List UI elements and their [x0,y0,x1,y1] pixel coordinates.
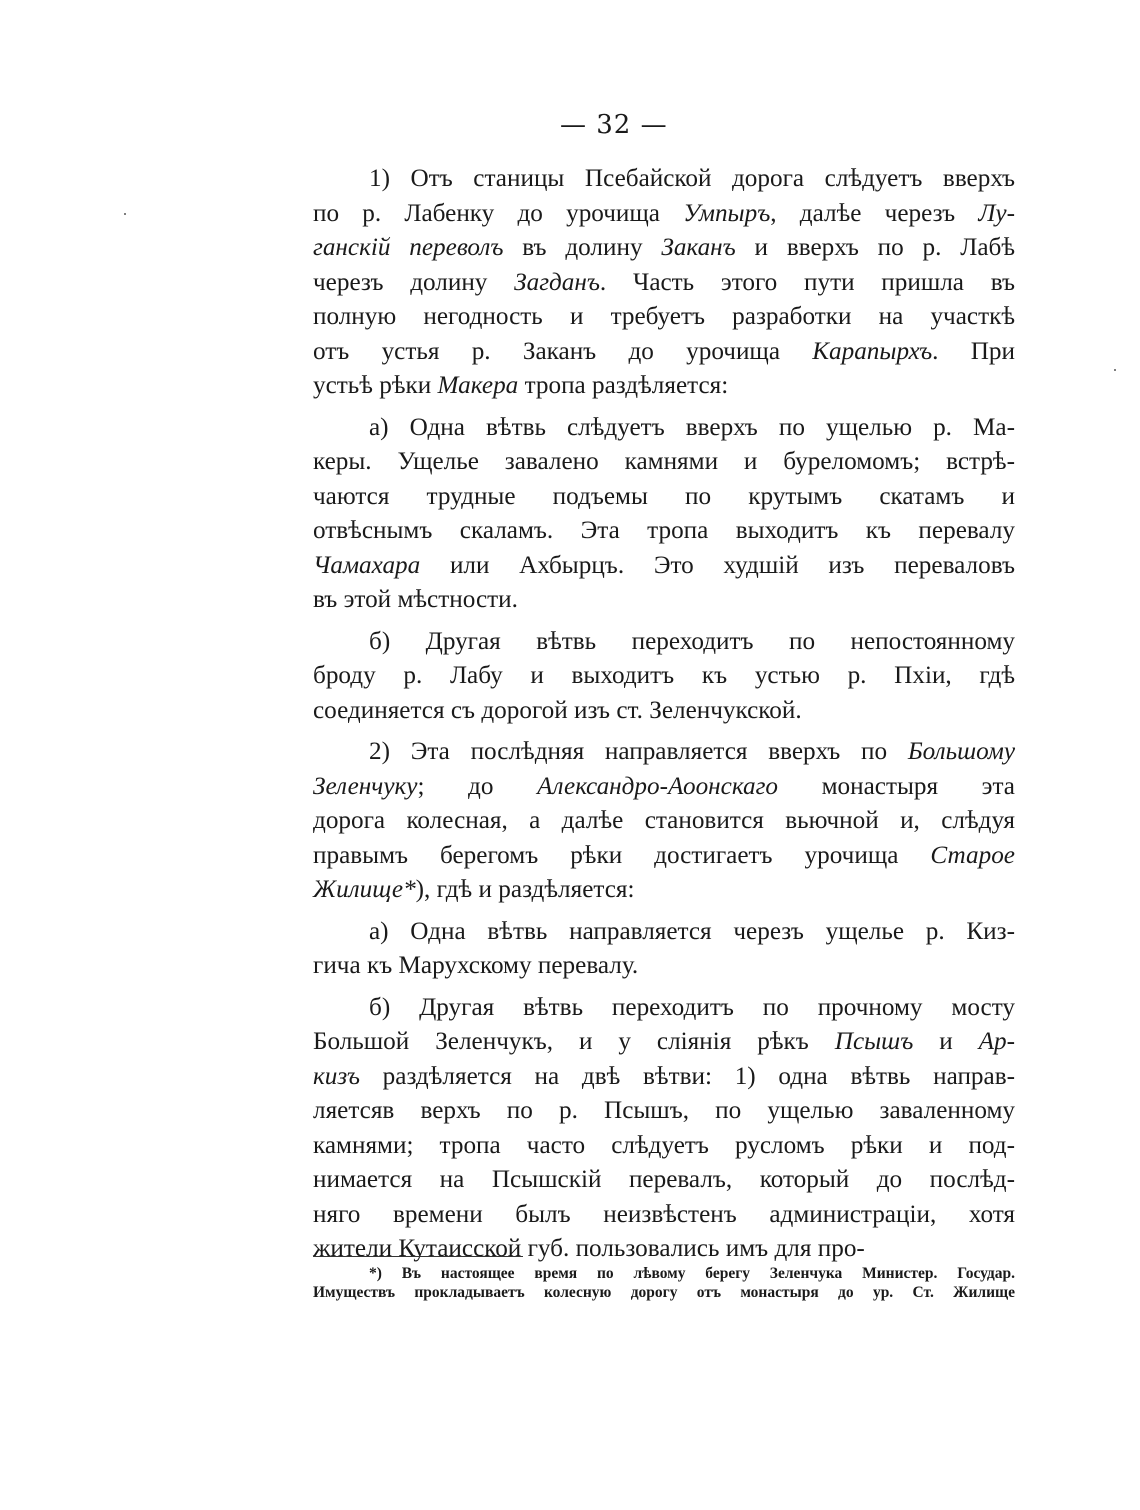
text-line [313,915,1015,950]
text-line [313,514,1015,549]
text-line [313,411,1015,446]
text-line [313,549,1015,584]
text-run: . Часть этого пути пришла въ [599,268,1015,296]
text-run: тропа раздѣляется: [518,372,729,399]
italic-place-name: Большому [907,738,1015,765]
italic-place-name: кизъ [313,1062,360,1090]
page-number: — 32 — [560,110,668,140]
italic-place-name: Загданъ [514,268,600,296]
text-line [313,266,1015,301]
italic-place-name: Заканъ [661,234,736,261]
text-line [313,162,1015,197]
text-run: соединяется съ дорогой изъ ст. Зеленчукской. [313,696,802,724]
italic-place-name: Старое [930,841,1015,869]
text-run: керы. Ущелье завалено камнями и буреломомъ; встрѣ- [313,448,1015,475]
paragraph [313,625,1015,729]
text-run: 2) Эта послѣдняя направляется вверхъ по [369,738,908,765]
italic-place-name: Лу- [978,199,1015,227]
margin-speck [1114,369,1116,371]
footnote-line: *) Въ настоящее время по лѣвому берегу Зеленчука Министер. Государ. [369,1265,1015,1282]
italic-place-name: Александро-Аоонскаго [537,772,779,800]
italic-place-name: Чамахара [313,551,421,579]
italic-place-name: Жилище* [313,876,416,903]
text-line [313,659,1015,694]
text-line [313,991,1015,1026]
text-run: ; до [417,772,538,800]
paragraph [313,735,1015,908]
text-run: устьѣ рѣки [313,372,438,399]
text-run: чаются трудные подъемы по крутымъ скатамъ и [313,482,1015,510]
text-line [313,300,1015,335]
text-line [313,1094,1015,1129]
text-run: полную негодность и требуетъ разработки на участкѣ [313,303,1015,330]
text-run: а) Одна вѣтвь слѣдуетъ вверхъ по ущелью р. Ма- [369,413,1015,441]
text-run: броду р. Лабу и выходитъ къ устью р. Пхіи, гдѣ [313,662,1015,689]
paragraph [313,991,1015,1267]
text-run: ляетсяв верхъ по р. Псышъ, по ущелью заваленному [313,1097,1015,1124]
text-run: няго времени былъ неизвѣстенъ администраціи, хотя [313,1200,1015,1228]
text-line [313,445,1015,480]
text-run: ), гдѣ и раздѣляется: [415,876,635,903]
text-run: . При [932,337,1015,365]
text-line [313,770,1015,805]
paragraph [313,411,1015,618]
text-run: и [913,1028,979,1055]
text-line [313,1232,1015,1267]
text-run: отъ устья р. Заканъ до урочища [313,337,813,365]
text-line [313,1060,1015,1095]
text-line [313,873,1015,908]
text-run: и вверхъ по р. Лабѣ [735,234,1016,261]
italic-place-name: Карапырхъ [812,337,933,365]
text-run: въ долину [503,234,662,261]
text-line [313,735,1015,770]
text-run: 1) Отъ станицы Псебайской дорога слѣдуетъ вверхъ [369,165,1015,192]
text-run: нимается на Псышскій перевалъ, который до послѣд- [313,1166,1015,1193]
text-run: гича къ Марухскому перевалу. [313,952,639,979]
text-run: по р. Лабенку до урочища [313,199,684,227]
footnote-line: Имуществъ прокладываетъ колесную дорогу отъ монастыря до ур. Ст. Жилище [313,1284,1015,1301]
italic-place-name: Ар- [978,1028,1016,1055]
text-run: раздѣляется на двѣ вѣтви: 1) одна вѣтвь направ- [359,1062,1015,1090]
text-run: монастыря эта [778,772,1015,800]
text-line [313,949,1015,984]
text-run: Большой Зеленчукъ, и у сліянія рѣкъ [313,1028,835,1055]
text-line [313,1198,1015,1233]
text-line [313,197,1015,232]
text-run: дорога колесная, а далѣе становится вьючной и, слѣдуя [313,807,1015,834]
text-run: , далѣе черезъ [770,199,979,227]
italic-place-name: Псышъ [834,1028,914,1055]
italic-place-name: Умпыръ [683,199,771,227]
text-line [313,369,1015,404]
text-line [313,583,1015,618]
text-run: правымъ берегомъ рѣки достигаетъ урочища [313,841,931,869]
margin-speck [124,213,126,215]
text-line [313,1163,1015,1198]
text-run: отвѣснымъ скаламъ. Эта тропа выходитъ къ перевалу [313,517,1015,544]
italic-place-name: Зеленчуку [313,772,418,800]
italic-place-name: ганскій переволъ [313,234,504,261]
paragraph [313,162,1015,404]
text-line [313,804,1015,839]
text-line [313,625,1015,660]
text-line [313,1025,1015,1060]
text-run: черезъ долину [313,268,515,296]
text-run: или Ахбырцъ. Это худшій изъ переваловъ [420,551,1015,579]
text-line [313,480,1015,515]
text-line [313,1129,1015,1164]
text-line [313,694,1015,729]
text-run: б) Другая вѣтвь переходитъ по прочному мосту [369,993,1015,1021]
text-line [313,335,1015,370]
text-run: камнями; тропа часто слѣдуетъ русломъ рѣки и под- [313,1131,1015,1159]
footnote [313,1264,1015,1302]
text-run: б) Другая вѣтвь переходитъ по непостоянному [369,627,1015,655]
text-run: а) Одна вѣтвь направляется черезъ ущелье р. Киз- [369,917,1015,945]
italic-place-name: Макера [437,372,519,399]
text-line [313,231,1015,266]
main-text [313,162,1015,1267]
paragraph [313,915,1015,984]
text-run: въ этой мѣстности. [313,586,518,613]
text-run: жители Кутаисской губ. пользовались имъ для про- [313,1235,865,1262]
text-line [313,839,1015,874]
footnote-divider [313,1256,523,1257]
